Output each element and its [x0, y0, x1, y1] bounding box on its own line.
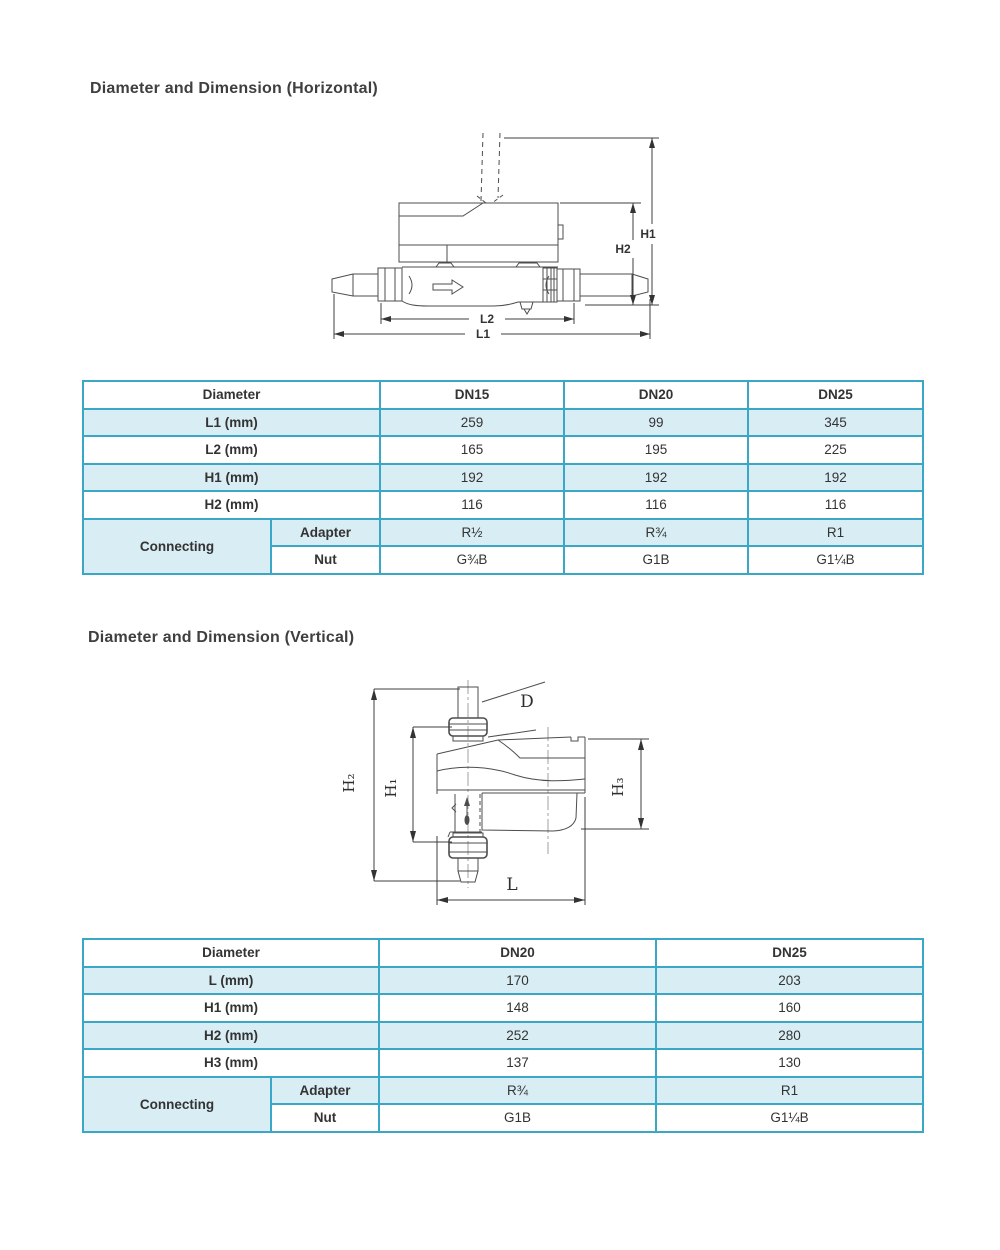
meter-drawing-vertical [330, 665, 660, 910]
table-row [83, 436, 923, 464]
cell-adapter-dn25: R1 [656, 1077, 923, 1105]
cell-h2-dn25: 280 [656, 1022, 923, 1050]
cell-h2-dn20: 252 [379, 1022, 656, 1050]
section-title-horizontal: Diameter and Dimension (Horizontal) [90, 80, 378, 97]
cell-h2-dn15: 116 [380, 491, 564, 519]
row-label-h3: H3 (mm) [83, 1049, 379, 1077]
horizontal-dimension-lines [334, 138, 659, 339]
cell-h1-dn25: 192 [748, 464, 923, 492]
dimension-table-horizontal [82, 380, 924, 575]
cell-l-dn25: 203 [656, 967, 923, 995]
table-row [83, 939, 923, 967]
cell-l2-dn25: 225 [748, 436, 923, 464]
dim-label-l: L [506, 875, 518, 895]
cell-h1-dn25: 160 [656, 994, 923, 1022]
cell-nut-dn25: G1¼B [656, 1104, 923, 1132]
horizontal-dimension-arrows [334, 138, 655, 337]
table-row [83, 464, 923, 492]
vertical-dimension-lines [374, 689, 649, 905]
row-label-h2: H2 (mm) [83, 1022, 379, 1050]
row-label-adapter: Adapter [271, 519, 380, 547]
col-header-dn25: DN25 [656, 939, 923, 967]
col-header-dn20: DN20 [564, 381, 748, 409]
col-header-dn15: DN15 [380, 381, 564, 409]
cell-h3-dn20: 137 [379, 1049, 656, 1077]
dim-label-l2: L2 [479, 312, 495, 326]
table-row [83, 994, 923, 1022]
cell-nut-dn20: G1B [379, 1104, 656, 1132]
cell-h1-dn20: 192 [564, 464, 748, 492]
cell-l1-dn20: 99 [564, 409, 748, 437]
cell-adapter-dn15: R½ [380, 519, 564, 547]
table-row [83, 967, 923, 995]
dim-label-l1: L1 [475, 327, 491, 341]
row-label-adapter: Adapter [271, 1077, 379, 1105]
cell-h3-dn25: 130 [656, 1049, 923, 1077]
table-row [83, 1077, 923, 1105]
dim-label-h2-vert: H₂ [340, 773, 358, 793]
meter-drawing-horizontal [300, 118, 680, 353]
cell-adapter-dn20: R¾ [564, 519, 748, 547]
cell-nut-dn25: G1¼B [748, 546, 923, 574]
col-header-diameter: Diameter [83, 939, 379, 967]
cell-h2-dn20: 116 [564, 491, 748, 519]
row-label-h1: H1 (mm) [83, 464, 380, 492]
col-header-diameter: Diameter [83, 381, 380, 409]
row-label-h2: H2 (mm) [83, 491, 380, 519]
table-row [83, 1022, 923, 1050]
cell-h1-dn15: 192 [380, 464, 564, 492]
cell-nut-dn15: G¾B [380, 546, 564, 574]
dim-label-d: D [520, 692, 534, 712]
vertical-centerlines [468, 680, 548, 888]
col-header-dn25: DN25 [748, 381, 923, 409]
cell-nut-dn20: G1B [564, 546, 748, 574]
table-row [83, 409, 923, 437]
vertical-dimension-arrows [371, 689, 644, 903]
cell-adapter-dn25: R1 [748, 519, 923, 547]
section-title-vertical: Diameter and Dimension (Vertical) [88, 629, 355, 646]
cell-l1-dn25: 345 [748, 409, 923, 437]
col-header-dn20: DN20 [379, 939, 656, 967]
dim-label-h1: H1 [640, 227, 656, 241]
cell-l1-dn15: 259 [380, 409, 564, 437]
row-label-h1: H1 (mm) [83, 994, 379, 1022]
cell-h2-dn25: 116 [748, 491, 923, 519]
row-label-nut: Nut [271, 1104, 379, 1132]
horizontal-meter-geometry [332, 133, 648, 314]
vertical-meter-geometry [437, 682, 585, 882]
row-label-connecting: Connecting [83, 1077, 271, 1132]
cell-l2-dn15: 165 [380, 436, 564, 464]
table-row [83, 381, 923, 409]
table-row [83, 1049, 923, 1077]
row-label-nut: Nut [271, 546, 380, 574]
table-row [83, 519, 923, 547]
row-label-connecting: Connecting [83, 519, 271, 574]
dim-label-h1-vert: H₁ [382, 778, 400, 798]
row-label-l1: L1 (mm) [83, 409, 380, 437]
cell-adapter-dn20: R¾ [379, 1077, 656, 1105]
table-row [83, 491, 923, 519]
row-label-l2: L2 (mm) [83, 436, 380, 464]
dim-label-h3-vert: H₃ [609, 777, 627, 797]
row-label-l: L (mm) [83, 967, 379, 995]
cell-l-dn20: 170 [379, 967, 656, 995]
dimension-table-vertical [82, 938, 924, 1133]
cell-h1-dn20: 148 [379, 994, 656, 1022]
cell-l2-dn20: 195 [564, 436, 748, 464]
dim-label-h2: H2 [615, 242, 631, 256]
